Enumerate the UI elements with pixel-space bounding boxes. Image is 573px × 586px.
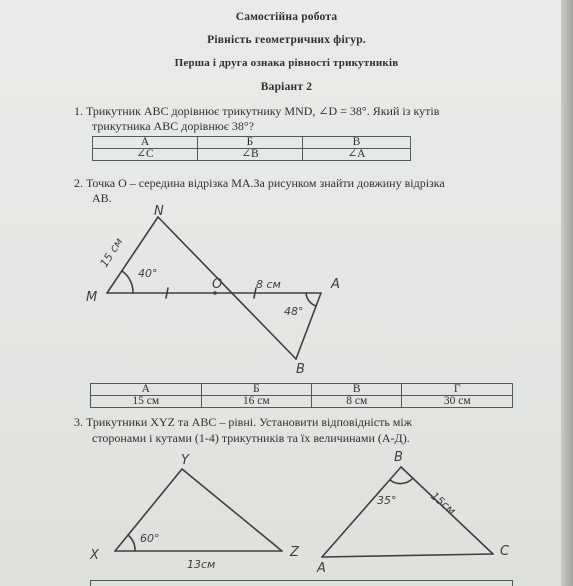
- segment-ab2: [322, 467, 401, 557]
- label-a2: A: [317, 561, 326, 576]
- q2-option-g-value: 30 см: [402, 396, 513, 408]
- variant-label: Варіант 2: [260, 81, 313, 93]
- angle-b-arc: [390, 478, 413, 484]
- q2-option-v-value: 8 см: [312, 396, 402, 408]
- question-1-line-1: 1. Трикутник ABC дорівнює трикутнику MND, ∠D = 38°. Який із кутів: [74, 104, 440, 118]
- q1-option-a-letter: А: [93, 137, 198, 149]
- q2-option-a-value: 15 см: [91, 396, 202, 408]
- q1-option-b-value: ∠B: [197, 149, 302, 161]
- label-angle-x: 60°: [140, 532, 160, 545]
- label-b2: B: [394, 450, 403, 465]
- question-1-line-2: трикутника ABC дорівнює 38°?: [92, 119, 254, 133]
- question-3-line-2: сторонами і кутами (1-4) трикутників та їх величинами (А-Д).: [92, 431, 410, 445]
- question-3-line-1: 3. Трикутники XYZ та ABC – рівні. Установити відповідність між: [74, 415, 413, 429]
- tick-mark-mo: [166, 288, 168, 298]
- q2-option-b-letter: Б: [201, 384, 312, 396]
- label-side-xz: 13см: [187, 558, 216, 571]
- label-n: N: [154, 204, 164, 219]
- segment-ab: [296, 293, 321, 359]
- q1-option-a-value: ∠C: [93, 149, 198, 161]
- label-y: Y: [181, 453, 189, 468]
- label-angle-a: 48°: [284, 305, 304, 318]
- question-3-table-top-edge: [90, 580, 513, 586]
- label-o: O: [212, 277, 223, 292]
- question-3-figures: [0, 440, 573, 586]
- question-2-line-2: AB.: [92, 191, 112, 205]
- question-2-line-1: 2. Точка O – середина відрізка MA.За рисунком знайти довжину відрізка: [74, 176, 445, 190]
- q1-option-v-letter: В: [302, 137, 410, 149]
- segment-ac: [322, 554, 493, 557]
- label-b: B: [296, 362, 305, 377]
- q2-option-v-letter: В: [312, 384, 402, 396]
- label-x: X: [90, 548, 99, 563]
- label-side-mn: 15 см: [97, 235, 126, 270]
- label-segment-oa: 8 см: [256, 278, 281, 291]
- worksheet-subtopic: Перша і друга ознака рівності трикутників: [174, 57, 399, 69]
- segment-yz: [182, 469, 282, 551]
- question-2-figure: [0, 195, 573, 380]
- angle-a-arc: [306, 293, 316, 306]
- q1-option-v-value: ∠A: [302, 149, 410, 161]
- label-side-bc: 15см: [428, 489, 459, 518]
- q2-option-a-letter: А: [91, 384, 202, 396]
- page-edge: [561, 0, 573, 586]
- worksheet-topic: Рівність геометричних фігур.: [207, 34, 366, 46]
- angle-x-arc: [128, 535, 135, 551]
- label-m: M: [86, 290, 98, 305]
- question-2-answer-table: [90, 383, 513, 408]
- label-angle-b: 35°: [377, 494, 397, 507]
- q2-option-g-letter: Г: [402, 384, 513, 396]
- q1-option-b-letter: Б: [197, 137, 302, 149]
- label-angle-m: 40°: [138, 267, 158, 280]
- worksheet-title: Самостійна робота: [235, 11, 338, 23]
- label-c: C: [500, 544, 510, 559]
- angle-m-arc: [122, 271, 133, 293]
- question-1-answer-table: [92, 136, 411, 161]
- label-z: Z: [290, 545, 299, 560]
- label-a: A: [331, 277, 340, 292]
- q2-option-b-value: 16 см: [201, 396, 312, 408]
